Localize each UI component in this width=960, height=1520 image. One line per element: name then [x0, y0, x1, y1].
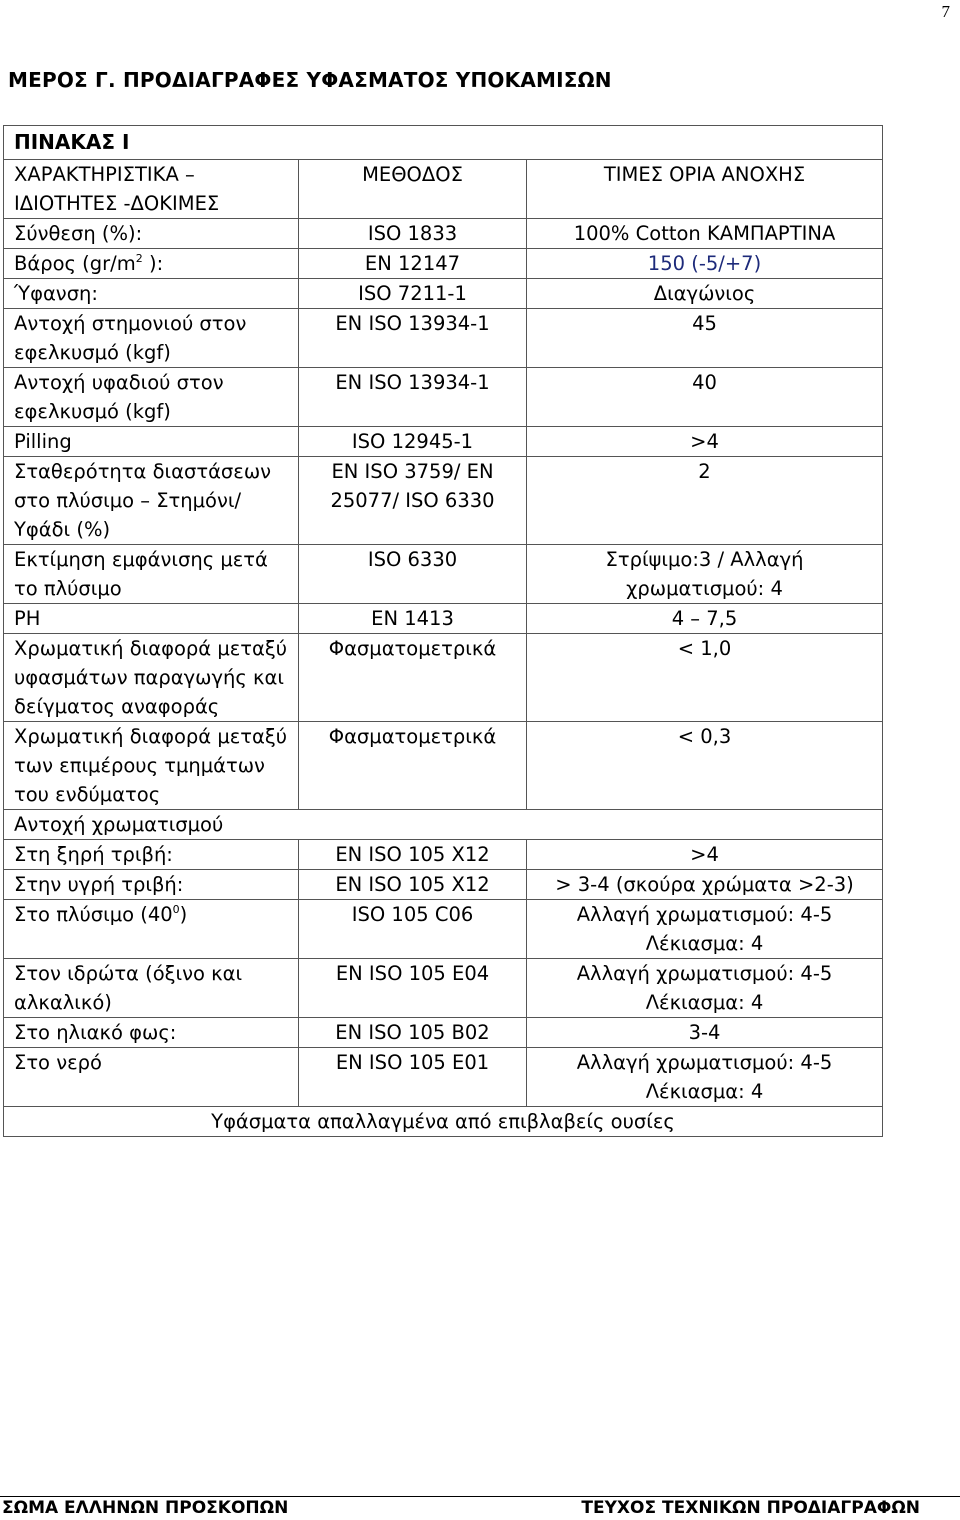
table-title: ΠΙΝΑΚΑΣ Ι	[4, 126, 883, 160]
table-header-row	[4, 160, 883, 219]
value-cell: Αλλαγή χρωματισμού: 4-5 Λέκιασμα: 4	[527, 900, 883, 959]
table-footnote: Υφάσματα απαλλαγμένα από επιβλαβείς ουσίες	[4, 1107, 883, 1137]
value-cell: Στρίψιμο:3 / Αλλαγή χρωματισμού: 4	[527, 545, 883, 604]
property-cell: Βάρος ($gr/m^2$ ):	[4, 249, 299, 279]
method-cell: EN ISO 3759/ EN 25077/ ISO 6330	[299, 457, 527, 545]
property-cell: Αντοχή υφαδιού στον εφελκυσμό (kgf)	[4, 368, 299, 427]
method-cell: ISO 105 C06	[299, 900, 527, 959]
value-cell: 150 (-5/+7)	[527, 249, 883, 279]
value-cell: > 3-4 (σκούρα χρώματα >2-3)	[527, 870, 883, 900]
table-row	[4, 249, 883, 279]
value-cell: < 1,0	[527, 634, 883, 722]
table-row	[4, 279, 883, 309]
method-cell: ISO 1833	[299, 219, 527, 249]
method-cell: EN ISO 105 E01	[299, 1048, 527, 1107]
table-row	[4, 309, 883, 368]
section-heading: ΜΕΡΟΣ Γ. ΠΡΟΔΙΑΓΡΑΦΕΣ ΥΦΑΣΜΑΤΟΣ ΥΠΟΚΑΜΙΣΩΝ	[8, 68, 612, 92]
value-cell: 40	[527, 368, 883, 427]
table-row	[4, 457, 883, 545]
value-cell: >4	[527, 427, 883, 457]
table-row	[4, 545, 883, 604]
specifications-table	[3, 125, 883, 1137]
table-row	[4, 634, 883, 722]
method-cell: Φασματομετρικά	[299, 722, 527, 810]
method-cell: ISO 12945-1	[299, 427, 527, 457]
footer-organization: ΣΩΜΑ ΕΛΛΗΝΩΝ ΠΡΟΣΚΟΠΩΝ	[2, 1498, 289, 1518]
property-cell: Εκτίμηση εμφάνισης μετά το πλύσιμο	[4, 545, 299, 604]
table-row	[4, 368, 883, 427]
value-cell: 45	[527, 309, 883, 368]
method-cell: EN ISO 105 B02	[299, 1018, 527, 1048]
table-row	[4, 427, 883, 457]
value-cell: 3-4	[527, 1018, 883, 1048]
method-cell: EN ISO 105 X12	[299, 840, 527, 870]
table-row	[4, 840, 883, 870]
property-cell: Σταθερότητα διαστάσεων στο πλύσιμο – Στημόνι/Υφάδι (%)	[4, 457, 299, 545]
footer-divider	[0, 1496, 960, 1497]
table-row	[4, 1018, 883, 1048]
property-cell: Αντοχή στημονιού στον εφελκυσμό (kgf)	[4, 309, 299, 368]
value-cell: < 0,3	[527, 722, 883, 810]
method-cell: EN ISO 105 E04	[299, 959, 527, 1018]
table-row	[4, 604, 883, 634]
value-cell: 4 – 7,5	[527, 604, 883, 634]
property-cell: Στο πλύσιμο $(40^0)$	[4, 900, 299, 959]
table-row	[4, 1048, 883, 1107]
table-row	[4, 870, 883, 900]
method-cell: ISO 7211-1	[299, 279, 527, 309]
method-cell: EN ISO 105 X12	[299, 870, 527, 900]
property-cell: Pilling	[4, 427, 299, 457]
property-cell: Σύνθεση (%):	[4, 219, 299, 249]
header-characteristics: ΧΑΡΑΚΤΗΡΙΣΤΙΚΑ – ΙΔΙΟΤΗΤΕΣ -ΔΟΚΙΜΕΣ	[4, 160, 299, 219]
method-cell: Φασματομετρικά	[299, 634, 527, 722]
page-number: 7	[941, 2, 950, 21]
method-cell: EN ISO 13934-1	[299, 368, 527, 427]
method-cell: ISO 6330	[299, 545, 527, 604]
property-cell: Στο νερό	[4, 1048, 299, 1107]
table-row	[4, 219, 883, 249]
table-title-row	[4, 126, 883, 160]
property-cell: Ύφανση:	[4, 279, 299, 309]
table-row	[4, 959, 883, 1018]
value-cell: 2	[527, 457, 883, 545]
value-cell: Αλλαγή χρωματισμού: 4-5 Λέκιασμα: 4	[527, 959, 883, 1018]
table-footnote-row	[4, 1107, 883, 1137]
table-row	[4, 810, 883, 840]
property-cell: Χρωματική διαφορά μεταξύ των επιμέρους τμημάτων του ενδύματος	[4, 722, 299, 810]
property-cell: PH	[4, 604, 299, 634]
header-method: ΜΕΘΟΔΟΣ	[299, 160, 527, 219]
property-cell: Στην υγρή τριβή:	[4, 870, 299, 900]
value-cell: 100% Cotton ΚΑΜΠΑΡΤΙΝΑ	[527, 219, 883, 249]
header-tolerance: ΤΙΜΕΣ ΟΡΙΑ ΑΝΟΧΗΣ	[527, 160, 883, 219]
table-row	[4, 900, 883, 959]
property-cell: Στον ιδρώτα (όξινο και αλκαλικό)	[4, 959, 299, 1018]
property-cell: Χρωματική διαφορά μεταξύ υφασμάτων παραγωγής και δείγματος αναφοράς	[4, 634, 299, 722]
table-row	[4, 722, 883, 810]
property-cell: Στο ηλιακό φως:	[4, 1018, 299, 1048]
property-cell: Στη ξηρή τριβή:	[4, 840, 299, 870]
method-cell: EN 12147	[299, 249, 527, 279]
section-label-cell: Αντοχή χρωματισμού	[4, 810, 883, 840]
value-cell: >4	[527, 840, 883, 870]
value-cell: Διαγώνιος	[527, 279, 883, 309]
footer-document-title: ΤΕΥΧΟΣ ΤΕΧΝΙΚΩΝ ΠΡΟΔΙΑΓΡΑΦΩΝ	[581, 1498, 920, 1518]
method-cell: EN ISO 13934-1	[299, 309, 527, 368]
value-cell: Αλλαγή χρωματισμού: 4-5 Λέκιασμα: 4	[527, 1048, 883, 1107]
method-cell: EN 1413	[299, 604, 527, 634]
